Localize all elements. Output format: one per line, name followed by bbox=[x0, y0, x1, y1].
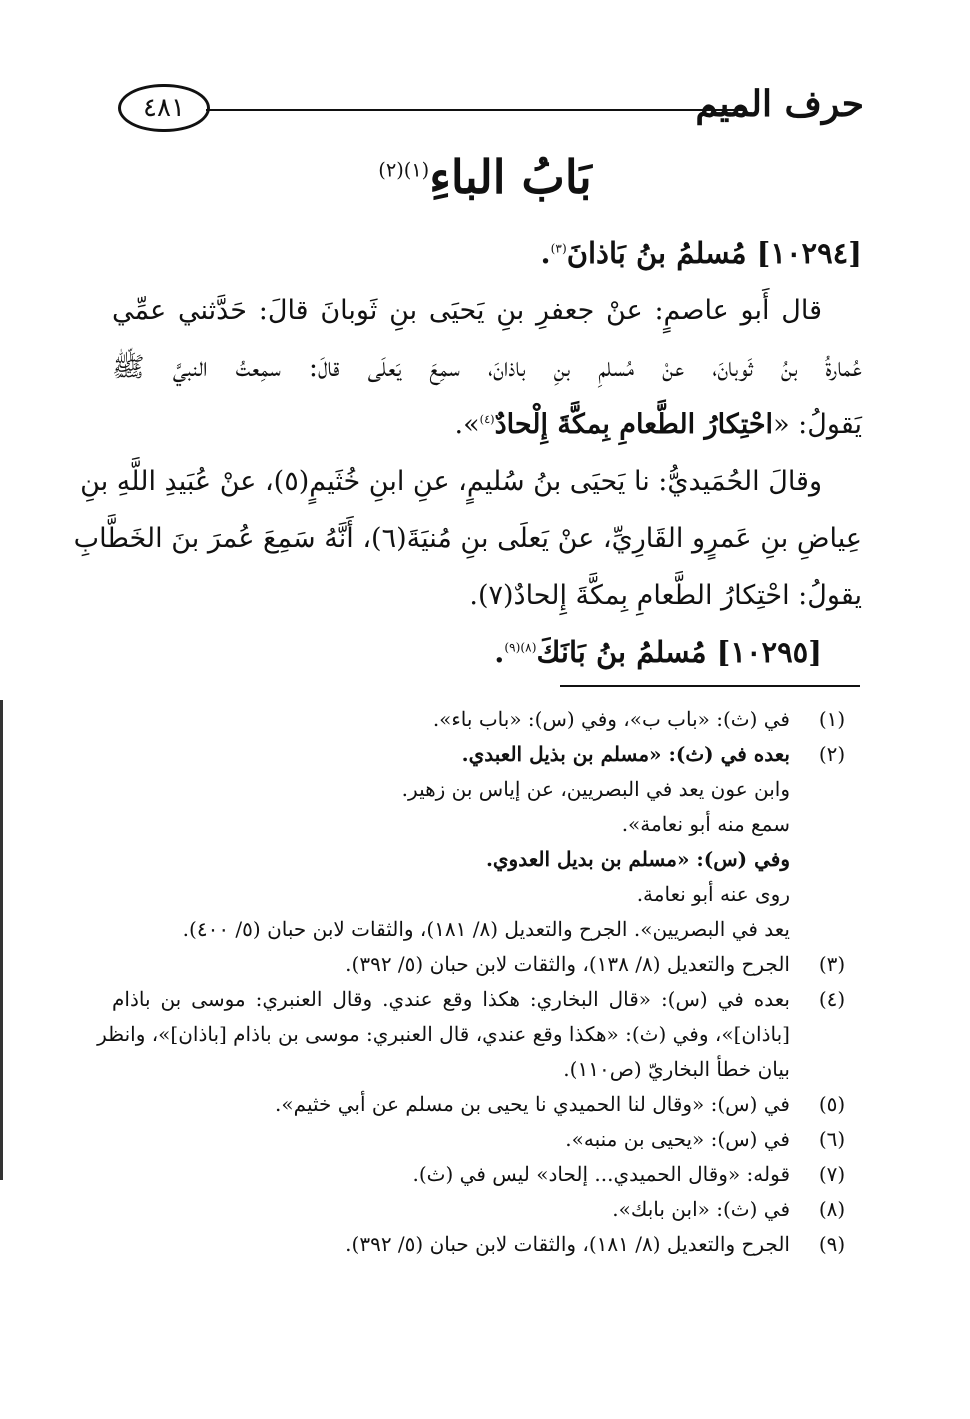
footnote-line: في (س): «وقال لنا الحميدي نا يحيى بن مسلم عن أبي خثيم». bbox=[275, 1092, 790, 1116]
footnote-line: في (ث): «باب ب»، وفي (س): «باب باء». bbox=[432, 707, 790, 731]
footnote-line: قوله: «وقال الحميدي... إلحاد» ليس في (ث). bbox=[412, 1162, 790, 1186]
text-line: يقولُ: احْتِكارُ الطَّعامِ بِمكَّةَ إِلحادٌ(٧). bbox=[469, 580, 862, 611]
quote-lead: يَقولُ: « bbox=[773, 409, 862, 440]
entry-ref: (٨)(٩) bbox=[504, 640, 537, 655]
footnote bbox=[112, 737, 862, 947]
footnote-number: (٣) bbox=[818, 952, 846, 976]
footnote-line: [باذان]»، وفي (ث): «هكذا وقع عندي، قال العنبري: موسى بن باذام [باذان]»، وانظر bbox=[97, 1022, 790, 1046]
header-title: حرف الميم bbox=[695, 83, 864, 125]
entry-number: [١٠٢٩٥] bbox=[716, 635, 822, 669]
footnotes bbox=[97, 702, 862, 1262]
footnote-line: وفي (س): «مسلم بن بديل العدوي. bbox=[485, 847, 790, 871]
footnote-number: (٧) bbox=[818, 1162, 846, 1186]
entry-name: مُسلمُ بنُ بَاذانَ bbox=[566, 236, 747, 270]
footnote-line: روى عنه أبو نعامة. bbox=[636, 882, 790, 906]
quote-end: ». bbox=[454, 409, 480, 440]
entry-ref: (٣) bbox=[550, 241, 567, 256]
text-line: عِياضِ بنِ عَمرٍو القَارِيِّ، عنْ يَعلَى بنِ مُنيَةَ(٦)، أَنَّهُ سَمِعَ عُمرَ بنَ الخَطَّابِ bbox=[73, 523, 862, 554]
footnote-number: (٤) bbox=[818, 987, 846, 1011]
footnote-number: (١) bbox=[818, 707, 846, 731]
entry-heading: [١٠٢٩٥] مُسلمُ بنُ بَانَكَ$^{(٨)(٩)}$. bbox=[494, 635, 822, 669]
footnote bbox=[112, 1122, 862, 1157]
quote-ref: (٤) bbox=[479, 412, 495, 426]
page-number-badge bbox=[118, 84, 210, 132]
footnote-line: في (س): «يحيى بن منبه». bbox=[565, 1127, 790, 1151]
running-header bbox=[118, 78, 864, 140]
footnote-separator bbox=[560, 685, 860, 687]
footnote-number: (٩) bbox=[818, 1232, 846, 1256]
footnote-line: سمع منه أبو نعامة». bbox=[621, 812, 790, 836]
footnote bbox=[97, 982, 862, 1087]
footnote bbox=[112, 947, 862, 982]
footnote-number: (٦) bbox=[818, 1127, 846, 1151]
chapter-refs: (١)(٢) bbox=[378, 158, 430, 182]
entry-number: [١٠٢٩٤] bbox=[756, 236, 862, 270]
footnote-line: بعده في (ث): «مسلم بن بذيل العبدي. bbox=[461, 742, 790, 766]
footnote bbox=[112, 1192, 862, 1227]
chapter-title: بَابُ الباءِ bbox=[429, 150, 592, 204]
header-rule bbox=[206, 109, 744, 111]
quote-line bbox=[112, 396, 862, 453]
main-text bbox=[73, 225, 862, 681]
footnote-number: (٢) bbox=[818, 742, 846, 766]
footnote-line: في (ث): «ابن بابك». bbox=[612, 1197, 790, 1221]
text-line: عُمارةُ بنُ ثَوبانَ، عنْ مُسلمِ بنِ باذانَ، سمِعَ يَعلَى قالَ: سمِعتُ النبيَّ ﷺ bbox=[112, 352, 862, 383]
entry-name: مُسلمُ بنُ بَانَكَ bbox=[536, 635, 707, 669]
footnote-line: بعده في (س): «قال البخاري: هكذا وقع عندي. وقال العنبري: موسى بن باذام bbox=[112, 987, 790, 1011]
text-line: وقالَ الحُمَيديُّ: نا يَحيَى بنُ سُليمٍ، عنِ ابنِ خُثَيمٍ(٥)، عنْ عُبَيدِ اللَّهِ بنِ bbox=[80, 466, 822, 497]
scan-edge-shadow bbox=[0, 700, 3, 1180]
footnote bbox=[112, 1227, 862, 1262]
chapter-heading bbox=[0, 142, 970, 212]
footnote-number: (٨) bbox=[818, 1197, 846, 1221]
footnote bbox=[112, 1087, 862, 1122]
footnote-number: (٥) bbox=[818, 1092, 846, 1116]
text-line: قال أَبو عاصمٍ: عنْ جعفرِ بنِ يَحيَى بنِ ثَوبانَ قالَ: حَدَّثني عمِّي bbox=[112, 295, 822, 326]
hadith-quote: احْتِكارُ الطَّعامِ بِمكَّةَ إِلْحادٌ bbox=[494, 409, 774, 440]
footnote-line: الجرح والتعديل (٨/ ١٨١)، والثقات لابن حبان (٥/ ٣٩٢). bbox=[345, 1232, 790, 1256]
footnote-line: الجرح والتعديل (٨/ ١٣٨)، والثقات لابن حبان (٥/ ٣٩٢). bbox=[345, 952, 790, 976]
footnote-line: وابن عون يعد في البصريين، عن إياس بن زهير. bbox=[401, 777, 790, 801]
entry-heading: [١٠٢٩٤] مُسلمُ بنُ بَاذانَ$^{(٣)}$. bbox=[540, 236, 862, 270]
footnote-line: يعد في البصريين». الجرح والتعديل (٨/ ١٨١)، والثقات لابن حبان (٥/ ٤٠٠). bbox=[182, 917, 790, 941]
footnote bbox=[112, 702, 862, 737]
page-number: ٤٨١ bbox=[143, 93, 185, 123]
footnote bbox=[112, 1157, 862, 1192]
footnote-line: بيان خطأ البخاريّ (ص١١٠). bbox=[563, 1057, 790, 1081]
